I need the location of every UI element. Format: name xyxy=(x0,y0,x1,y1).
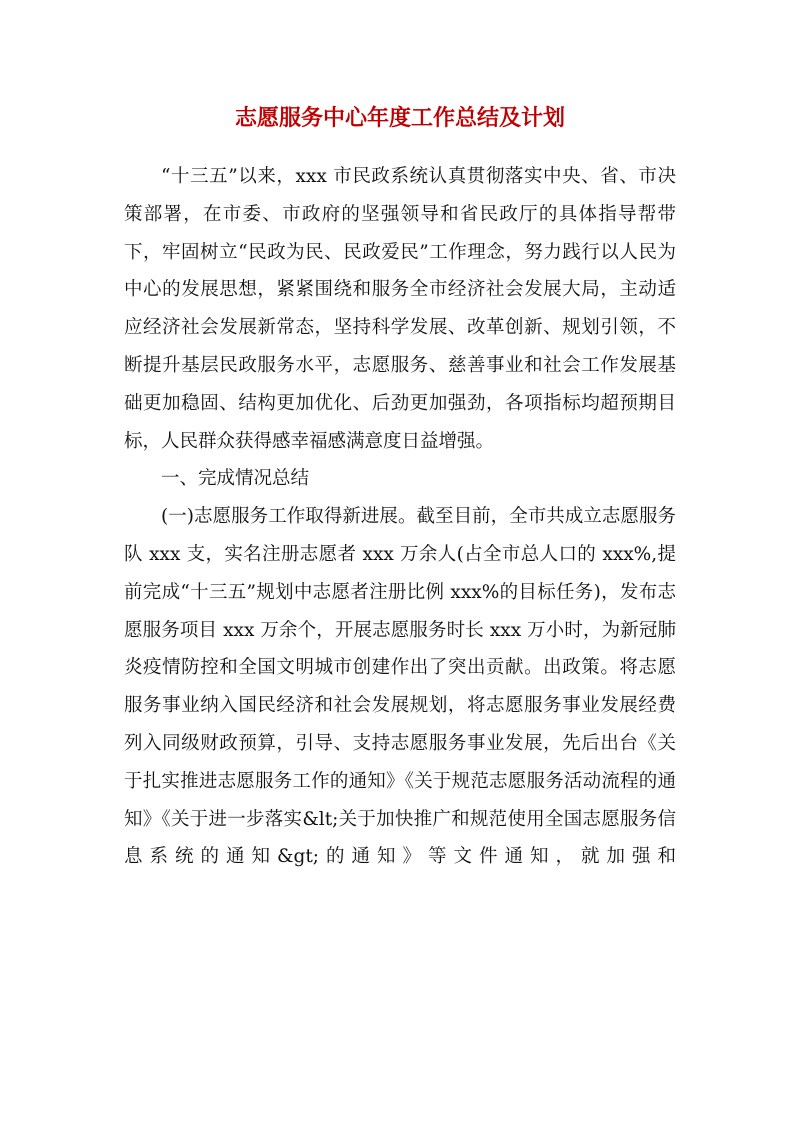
document-page xyxy=(124,100,676,876)
section-heading: 一、完成情况总结 xyxy=(161,468,310,490)
document-body xyxy=(124,158,676,876)
intro-paragraph: “十三五”以来，xxx 市民政系统认真贯彻落实中央、省、市决策部署，在市委、市政府的坚强领导和省民政厅的具体指导帮带下，牢固树立“民政为民、民政爱民”工作理念，努力践行以人民为中心的发展思想，紧紧围绕和服务全市经济社会发展大局，主动适应经济社会发展新常态，坚持科学发展、改革创新、规划引领，不断提升基层民政服务水平，志愿服务、慈善事业和社会工作发展基础更加稳固、结构更加优化、后劲更加强劲，各项指标均超预期目标，人民群众获得感幸福感满意度日益增强。 xyxy=(124,166,676,452)
section-paragraph: (一)志愿服务工作取得新进展。截至目前，全市共成立志愿服务队 xxx 支，实名注册志愿者 xxx 万余人(占全市总人口的 xxx%,提前完成“十三五”规划中志愿者注册比例 xxx%的目标任务)，发布志愿服务项目 xxx 万余个，开展志愿服务时长 xxx 万小时，为新冠肺炎疫情防控和全国文明城市创建作出了突出贡献。出政策。将志愿服务事业纳入国民经济和社会发展规划，将志愿服务事业发展经费列入同级财政预算，引导、支持志愿服务事业发展，先后出台《关于扎实推进志愿服务工作的通知》《关于规范志愿服务活动流程的通知》《关于进一步落实&lt;关于加快推广和规范使用全国志愿服务信息系统的通知&gt;的通知》等文件通知，就加强和 xyxy=(124,506,676,868)
document-title: 志愿服务中心年度工作总结及计划 xyxy=(234,105,565,131)
